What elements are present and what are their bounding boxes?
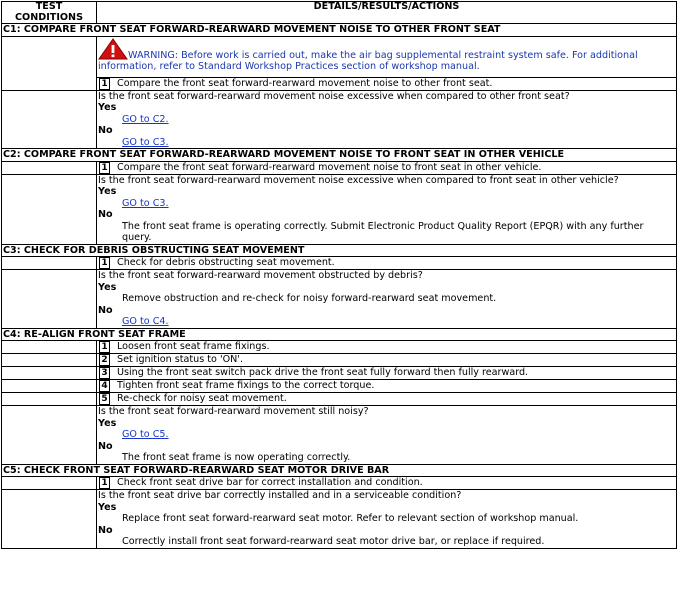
c4-conditions-cell bbox=[2, 341, 97, 354]
step-number: 5 bbox=[99, 393, 110, 405]
c5-result-conditions-cell bbox=[2, 490, 97, 549]
c3-step-1 bbox=[97, 257, 677, 270]
c4-step-row bbox=[2, 341, 677, 354]
c1-conditions-cell bbox=[2, 36, 97, 90]
c1-details-cell bbox=[97, 36, 677, 90]
step-text: Loosen front seat frame fixings. bbox=[117, 341, 270, 352]
step-text: Compare the front seat forward-rearward movement noise to other front seat. bbox=[117, 77, 493, 89]
c4-yes-label: Yes bbox=[98, 417, 117, 429]
header-test-conditions bbox=[2, 2, 97, 24]
c4-goto-c5-link[interactable]: GO to C5. bbox=[122, 429, 169, 440]
step-number: 1 bbox=[99, 477, 110, 489]
step-number: 1 bbox=[99, 341, 110, 353]
c5-result-cell bbox=[97, 490, 677, 549]
c1-yes-label: Yes bbox=[98, 102, 117, 113]
c4-result-cell bbox=[97, 406, 677, 465]
test-c5-title: C5: CHECK FRONT SEAT FORWARD-REARWARD SEAT MOTOR DRIVE BAR bbox=[2, 464, 677, 477]
c5-question: Is the front seat drive bar correctly installed and in a serviceable condition? bbox=[98, 490, 462, 501]
step-text: Set ignition status to 'ON'. bbox=[117, 354, 243, 365]
c1-warning-text: WARNING: Before work is carried out, make the air bag supplemental restraint system safe. For additional information, refer to Standard Workshop Practices section of workshop manual. bbox=[98, 49, 638, 72]
c1-goto-c2-link[interactable]: GO to C2. bbox=[122, 113, 169, 125]
c2-result-conditions-cell bbox=[2, 174, 97, 244]
header-conditions-label: CONDITIONS bbox=[15, 11, 83, 23]
c5-no-label: No bbox=[98, 524, 113, 536]
c1-question: Is the front seat forward-rearward movement noise excessive when compared to other front seat? bbox=[98, 90, 570, 102]
test-c1-title: C1: COMPARE FRONT SEAT FORWARD-REARWARD MOVEMENT NOISE TO OTHER FRONT SEAT bbox=[2, 24, 677, 37]
c2-no-action: The front seat frame is operating correctly. Submit Electronic Product Quality Report (EPQR) with any further query. bbox=[122, 220, 644, 243]
step-text: Tighten front seat frame fixings to the correct torque. bbox=[117, 380, 375, 391]
c3-yes-action: Remove obstruction and re-check for noisy forward-rearward seat movement. bbox=[122, 293, 497, 304]
step-number: 1 bbox=[99, 162, 110, 174]
c4-step-3 bbox=[97, 367, 677, 380]
step-text: Check front seat drive bar for correct installation and condition. bbox=[117, 477, 423, 488]
step-number: 4 bbox=[99, 380, 110, 392]
c1-result-conditions-cell bbox=[2, 90, 97, 149]
header-row bbox=[2, 2, 677, 24]
c4-step-row bbox=[2, 380, 677, 393]
c5-result-row bbox=[2, 490, 677, 549]
test-title-row bbox=[2, 24, 677, 37]
c4-step-4 bbox=[97, 380, 677, 393]
c1-step-1 bbox=[97, 77, 676, 90]
step-text: Re-check for noisy seat movement. bbox=[117, 393, 287, 404]
c4-no-label: No bbox=[98, 440, 113, 452]
step-number: 1 bbox=[99, 78, 110, 90]
c4-step-row bbox=[2, 393, 677, 406]
header-test-label: TEST bbox=[35, 1, 63, 12]
c2-no-label: No bbox=[98, 209, 113, 220]
c4-step-row bbox=[2, 367, 677, 380]
step-text: Compare the front seat forward-rearward movement noise to front seat in other vehicle. bbox=[117, 161, 542, 173]
c3-step-row bbox=[2, 257, 677, 270]
c5-step-row bbox=[2, 477, 677, 490]
warning-triangle-icon bbox=[98, 38, 128, 60]
c3-no-label: No bbox=[98, 304, 113, 316]
c1-warning bbox=[98, 37, 675, 77]
c4-step-5 bbox=[97, 393, 677, 406]
test-title-row bbox=[2, 149, 677, 162]
test-title-row bbox=[2, 464, 677, 477]
c2-step-row bbox=[2, 161, 677, 174]
c2-result-cell bbox=[97, 174, 677, 244]
c2-step-1 bbox=[97, 161, 677, 174]
c3-yes-label: Yes bbox=[98, 281, 117, 293]
c2-result-row bbox=[2, 174, 677, 244]
test-c2-title: C2: COMPARE FRONT SEAT FORWARD-REARWARD MOVEMENT NOISE TO FRONT SEAT IN OTHER VEHICLE bbox=[2, 149, 677, 162]
c3-result-cell bbox=[97, 270, 677, 329]
c2-yes-label: Yes bbox=[98, 186, 117, 197]
c3-question: Is the front seat forward-rearward movement obstructed by debris? bbox=[98, 270, 423, 281]
c5-yes-label: Yes bbox=[98, 501, 117, 513]
c1-no-label: No bbox=[98, 125, 113, 136]
c4-question: Is the front seat forward-rearward movement still noisy? bbox=[98, 406, 369, 417]
c4-step-2 bbox=[97, 354, 677, 367]
c1-step-row bbox=[2, 36, 677, 90]
c1-result-cell bbox=[97, 90, 677, 149]
step-text: Using the front seat switch pack drive the front seat fully forward then fully rearward. bbox=[117, 367, 529, 378]
c1-result-row bbox=[2, 90, 677, 149]
c2-goto-c3-link[interactable]: GO to C3. bbox=[122, 197, 169, 209]
c3-conditions-cell bbox=[2, 257, 97, 270]
step-number: 2 bbox=[99, 354, 110, 366]
c4-conditions-cell bbox=[2, 380, 97, 393]
test-c3-title: C3: CHECK FOR DEBRIS OBSTRUCTING SEAT MOVEMENT bbox=[2, 244, 677, 257]
header-details: DETAILS/RESULTS/ACTIONS bbox=[97, 2, 677, 24]
c4-no-action: The front seat frame is now operating correctly. bbox=[122, 452, 351, 463]
c4-conditions-cell bbox=[2, 367, 97, 380]
c2-question: Is the front seat forward-rearward movement noise excessive when compared to front seat in other vehicle? bbox=[98, 174, 619, 186]
c4-step-row bbox=[2, 354, 677, 367]
c3-result-conditions-cell bbox=[2, 270, 97, 329]
test-title-row bbox=[2, 244, 677, 257]
c3-goto-c4-link[interactable]: GO to C4. bbox=[122, 316, 169, 327]
c5-step-1 bbox=[97, 477, 677, 490]
c4-conditions-cell bbox=[2, 393, 97, 406]
c4-step-1 bbox=[97, 341, 677, 354]
c5-no-action: Correctly install front seat forward-rearward seat motor drive bar, or replace if required. bbox=[122, 536, 545, 547]
c4-conditions-cell bbox=[2, 354, 97, 367]
c2-conditions-cell bbox=[2, 161, 97, 174]
step-number: 3 bbox=[99, 367, 110, 379]
step-text: Check for debris obstructing seat movement. bbox=[117, 257, 335, 268]
test-c4-title: C4: RE-ALIGN FRONT SEAT FRAME bbox=[2, 328, 677, 341]
diagnostic-table bbox=[1, 1, 677, 549]
step-number: 1 bbox=[99, 257, 110, 269]
c5-conditions-cell bbox=[2, 477, 97, 490]
c5-yes-action: Replace front seat forward-rearward seat motor. Refer to relevant section of workshop manual. bbox=[122, 513, 579, 524]
c4-result-row bbox=[2, 406, 677, 465]
c1-goto-c3-link[interactable]: GO to C3. bbox=[122, 136, 169, 148]
c3-result-row bbox=[2, 270, 677, 329]
c4-result-conditions-cell bbox=[2, 406, 97, 465]
test-title-row bbox=[2, 328, 677, 341]
